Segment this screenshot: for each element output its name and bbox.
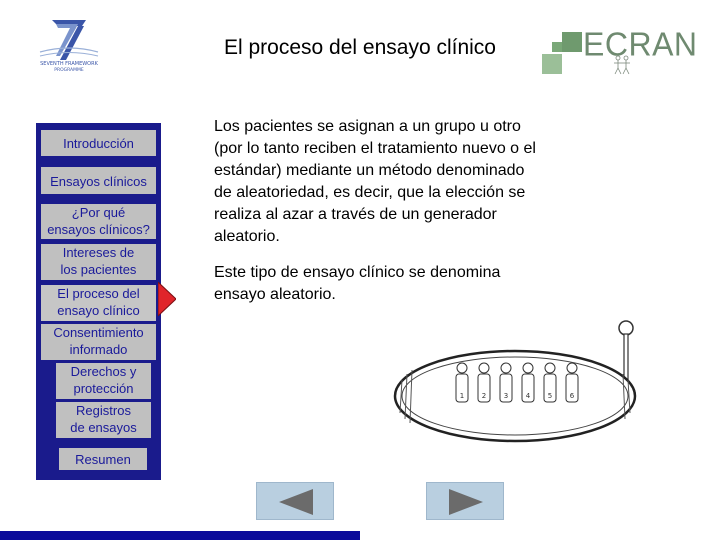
sidebar-nav — [36, 123, 161, 480]
person-number-3: 3 — [503, 392, 509, 400]
sidebar-item-label: protección — [73, 381, 134, 396]
content-paragraph-2: Este tipo de ensayo clínico se denomina ensayo aleatorio. — [214, 264, 501, 303]
triangle-right-icon — [427, 483, 505, 521]
previous-button[interactable] — [256, 482, 334, 520]
person-number-6: 6 — [569, 392, 575, 400]
sidebar-item-resumen[interactable] — [59, 448, 147, 470]
randomization-drum-illustration — [380, 318, 670, 458]
sidebar-item-label: Ensayos clínicos — [50, 174, 147, 189]
sidebar-item-label: informado — [69, 342, 128, 357]
bottom-bar — [0, 531, 360, 540]
sidebar-item-label: los pacientes — [60, 262, 137, 277]
sidebar-item-label: Intereses de — [62, 245, 135, 260]
next-button[interactable] — [426, 482, 504, 520]
sidebar-item-intereses[interactable] — [41, 244, 156, 280]
person-number-4: 4 — [525, 392, 531, 400]
sidebar-item-label: El proceso del — [57, 286, 140, 301]
page-title: El proceso del ensayo clínico — [224, 36, 496, 59]
sidebar-item-proceso-active[interactable] — [41, 285, 156, 321]
person-number-5: 5 — [547, 392, 553, 400]
person-number-1: 1 — [459, 392, 465, 400]
sidebar-item-label: ensayos clínicos? — [47, 222, 150, 237]
sidebar-item-consentimiento[interactable] — [41, 324, 156, 360]
sidebar-item-label: ensayo clínico — [57, 303, 140, 318]
sidebar-item-por-que[interactable] — [41, 204, 156, 239]
ecran-wordmark: ECRAN — [583, 25, 698, 63]
person-number-2: 2 — [481, 392, 487, 400]
sidebar-item-ensayos-clinicos[interactable] — [41, 167, 156, 194]
sidebar-item-label: Introducción — [63, 136, 134, 151]
content-text — [214, 116, 544, 320]
fp7-logo-line-2: PROGRAMME — [54, 68, 84, 73]
triangle-left-icon — [257, 483, 335, 521]
active-item-arrow-icon — [158, 282, 176, 316]
sidebar-item-label: de ensayos — [70, 420, 137, 435]
fp7-logo-line-1: SEVENTH FRAMEWORK — [40, 61, 98, 67]
sidebar-item-label: Derechos y — [70, 364, 137, 379]
sidebar-item-introduccion[interactable] — [41, 130, 156, 156]
sidebar-item-registros[interactable] — [56, 402, 151, 438]
sidebar-item-label: Consentimiento — [53, 325, 144, 340]
sidebar-item-derechos[interactable] — [56, 363, 151, 399]
sidebar-item-label: Registros — [76, 403, 131, 418]
sidebar-item-label: ¿Por qué — [71, 205, 126, 220]
content-paragraph-1: Los pacientes se asignan a un grupo u otro (por lo tanto reciben el tratamiento nuevo o el estándar) mediante un método denominado de aleatoriedad, es decir, que la elección se realiza al azar a través de un generador aleatorio. — [214, 118, 536, 245]
sidebar-item-label: Resumen — [75, 452, 131, 467]
